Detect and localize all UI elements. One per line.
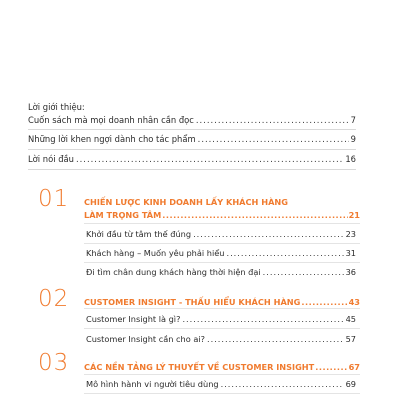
toc-subentry[interactable] bbox=[86, 334, 356, 345]
toc-subentry[interactable] bbox=[86, 248, 356, 259]
chapter-title-line: LÀM TRỌNG TÂM bbox=[84, 209, 162, 220]
divider bbox=[84, 308, 360, 309]
dot-leader bbox=[193, 229, 344, 240]
dot-leader bbox=[196, 115, 349, 126]
divider bbox=[84, 328, 360, 329]
divider bbox=[84, 223, 360, 224]
toc-subentry[interactable] bbox=[86, 267, 356, 278]
chapter-number: 01 bbox=[38, 186, 70, 212]
toc-subentry-label: Customer Insight là gì? bbox=[86, 314, 181, 324]
dot-leader bbox=[301, 296, 347, 309]
chapter-title-line: CHIẾN LƯỢC KINH DOANH LẤY KHÁCH HÀNG bbox=[84, 197, 288, 207]
toc-subentry-label: Mô hình hành vi người tiêu dùng bbox=[86, 379, 219, 389]
toc-subentry-page: 36 bbox=[345, 267, 356, 277]
dot-leader bbox=[182, 314, 343, 325]
toc-subentry-label: Customer Insight cần cho ai? bbox=[86, 334, 205, 344]
chapter-title-03[interactable] bbox=[84, 361, 360, 374]
toc-entry-page: 16 bbox=[345, 154, 356, 164]
dot-leader bbox=[263, 267, 344, 278]
dot-leader bbox=[226, 248, 343, 259]
divider bbox=[84, 243, 360, 244]
dot-leader bbox=[315, 361, 347, 374]
chapter-number: 03 bbox=[38, 350, 70, 376]
toc-subentry-page: 23 bbox=[345, 229, 356, 239]
toc-subentry-label: Khởi đầu từ tâm thế đúng bbox=[86, 229, 192, 239]
toc-entry-label: Cuốn sách mà mọi doanh nhân cần đọc bbox=[28, 115, 194, 125]
dot-leader bbox=[221, 379, 344, 390]
toc-subentry-page: 45 bbox=[345, 314, 356, 324]
toc-entry-intro-book[interactable] bbox=[28, 115, 356, 126]
dot-leader bbox=[162, 209, 347, 222]
toc-entry-praise[interactable] bbox=[28, 134, 356, 145]
toc-subentry-page: 31 bbox=[345, 248, 356, 258]
dot-leader bbox=[198, 134, 349, 145]
chapter-title-line: CUSTOMER INSIGHT - THẤU HIỂU KHÁCH HÀNG bbox=[84, 297, 301, 307]
dot-leader bbox=[207, 334, 344, 345]
chapter-title-02[interactable] bbox=[84, 296, 360, 309]
toc-subentry-page: 69 bbox=[345, 379, 356, 389]
toc-entry-label: Lời nói đầu bbox=[28, 154, 74, 164]
chapter-title-01[interactable] bbox=[84, 196, 360, 221]
toc-subentry[interactable] bbox=[86, 314, 356, 325]
divider bbox=[84, 374, 360, 375]
divider bbox=[28, 149, 356, 150]
chapter-page: 67 bbox=[348, 362, 360, 372]
divider bbox=[84, 262, 360, 263]
divider bbox=[28, 169, 356, 170]
toc-entry-page: 9 bbox=[350, 134, 356, 144]
toc-subentry-page: 57 bbox=[345, 334, 356, 344]
front-matter-heading: Lời giới thiệu: bbox=[28, 102, 85, 112]
chapter-number: 02 bbox=[38, 286, 70, 312]
chapter-title-line: CÁC NỀN TẢNG LÝ THUYẾT VỀ CUSTOMER INSIGHT bbox=[84, 362, 315, 372]
divider bbox=[28, 129, 356, 130]
toc-subentry[interactable] bbox=[86, 229, 356, 240]
chapter-page: 43 bbox=[348, 297, 360, 307]
toc-entry-preface[interactable] bbox=[28, 154, 356, 165]
toc-entry-page: 7 bbox=[350, 115, 356, 125]
toc-subentry[interactable] bbox=[86, 379, 356, 390]
toc-entry-label: Những lời khen ngợi dành cho tác phẩm bbox=[28, 134, 196, 144]
chapter-page: 21 bbox=[348, 209, 360, 220]
toc-subentry-label: Khách hàng – Muốn yêu phải hiểu bbox=[86, 248, 225, 258]
divider bbox=[84, 393, 360, 394]
toc-subentry-label: Đi tìm chân dung khách hàng thời hiện đại bbox=[86, 267, 261, 277]
dot-leader bbox=[76, 154, 343, 165]
